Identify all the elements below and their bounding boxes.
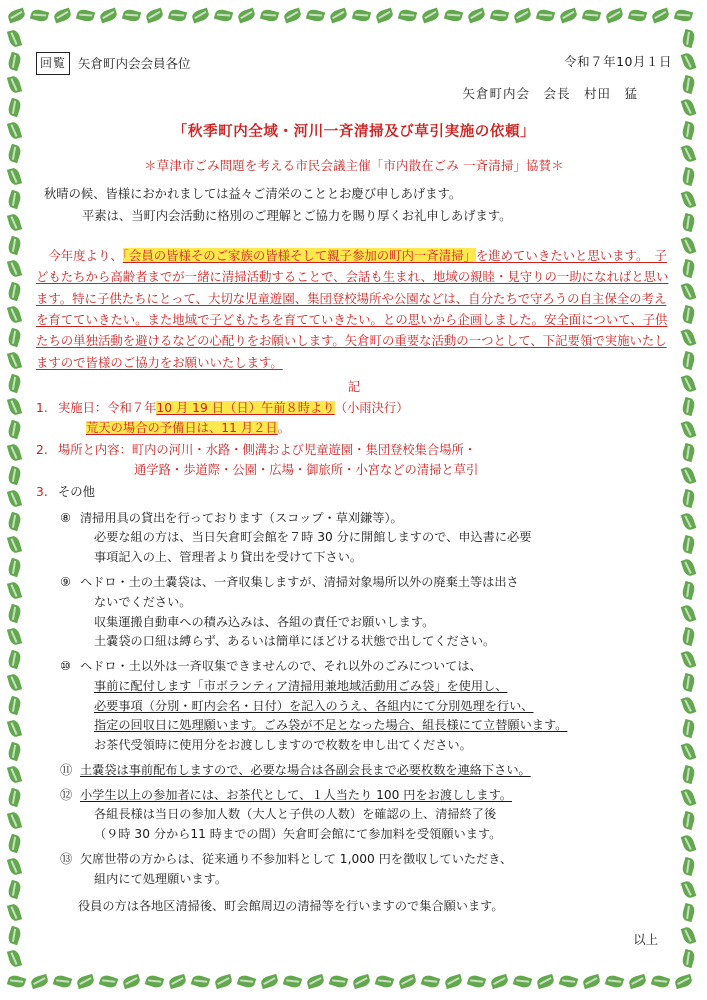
leaf-icon: [7, 949, 22, 968]
item-1-value-highlight: 10 月 19 日（日）午前８時より: [156, 401, 335, 416]
leaf-icon: [605, 974, 625, 990]
leaf-icon: [7, 788, 23, 808]
leaf-icon: [7, 696, 23, 716]
leaf-icon: [7, 328, 23, 348]
list-item-body: [80, 761, 672, 781]
kairan-stamp: 回覧: [36, 52, 70, 75]
leaf-icon: [122, 8, 141, 23]
leaf-icon: [651, 8, 671, 24]
leaf-icon: [681, 627, 696, 646]
list-item-line: ヘドロ・土以外は一斉収集できませんので、それ以外のごみについては、: [80, 659, 482, 674]
leaf-icon: [7, 581, 22, 600]
leaf-icon: [536, 974, 555, 989]
leaf-icon: [7, 121, 22, 140]
list-item-marker: ⑬: [60, 851, 73, 866]
list-item: [60, 761, 672, 781]
list-item-body: [80, 850, 672, 890]
leaf-icon: [283, 8, 303, 24]
leaf-icon: [145, 8, 165, 24]
list-item-line: ヘドロ・土の土嚢袋は、一斉収集しますが、清掃対象場所以外の廃棄土等は出さ: [80, 574, 519, 589]
leaf-icon: [681, 604, 697, 624]
item-body-3: [58, 483, 672, 503]
leaf-icon: [651, 974, 671, 990]
greeting-line-1: 秋晴の候、皆様におかれましては益々ご清栄のこととお慶び申しあげます。: [44, 187, 462, 202]
leaf-icon: [681, 374, 697, 394]
leaf-icon: [582, 8, 601, 23]
leaf-icon: [467, 8, 487, 24]
leaf-icon: [681, 121, 696, 140]
leaf-icon: [7, 190, 23, 210]
ki-marker: 記: [347, 379, 361, 395]
leaf-icon: [681, 558, 697, 578]
list-item-line: 土嚢袋は事前配布しますので、必要な場合は各副会長まで必要枚数を連絡下さい。: [80, 762, 531, 777]
leaf-icon: [7, 52, 23, 72]
item-2-line-1: 町内の河川・水路・側溝および児童遊園・集団登校集合場所・: [131, 442, 477, 457]
leaf-icon: [7, 374, 23, 394]
list-item-line: （９時 30 分から11 時までの間）矢倉町会館にて参加料を受領願います。: [94, 827, 502, 842]
leaf-icon: [214, 974, 233, 989]
list-item: [60, 786, 672, 845]
paragraph-highlight: 「会員の皆様そのご家族の皆様そして親子参加の町内一斉清掃」: [122, 248, 476, 264]
kairan-group: [36, 52, 191, 75]
leaf-icon: [7, 834, 23, 854]
list-item-line: 収集運搬自動車への積み込みは、各組の責任でお願いします。: [94, 614, 435, 629]
leaf-icon: [99, 8, 119, 24]
paragraph-part-c: 子どもたちから高齢者までが一緒に清掃活動することで、会話も生まれ、地域の親睦・見守りの一助になればと思います。特に子供たちにとって、大切な児童遊園、集団登校場所や公園などは、自分たちで守ろうの自主保全の考えを育てていきたい。また地域で子どもたちを育てていきたい。との思いから企画しました。安全面について、子供たちの単独活動を避けるなどの心配りをお願いします。矢倉町の重要な活動の一つとして、下記要領で実施いたしますので皆様のご協力をお願いいたします。: [36, 248, 669, 370]
leaf-icon: [681, 213, 696, 232]
leaf-icon: [681, 489, 696, 508]
leaf-icon: [76, 8, 95, 23]
leaf-icon: [681, 512, 697, 532]
leaf-icon: [352, 974, 371, 989]
leaf-icon: [681, 535, 696, 554]
item-body-2: [58, 441, 672, 481]
leaf-icon: [421, 974, 441, 990]
leaf-icon: [605, 8, 625, 24]
leaf-icon: [681, 834, 697, 854]
leaf-icon: [681, 696, 697, 716]
list-item-line: 事前に配付します「市ボランティア清掃用兼地域活動用ごみ袋」を使用し、: [94, 678, 508, 693]
list-item-line: ないでください。: [94, 594, 192, 609]
list-item: [36, 399, 672, 439]
item-1-sub-post: 。: [277, 421, 291, 436]
leaf-icon: [7, 627, 22, 646]
document-subtitle: ＊草津市ごみ問題を考える市民会議主催「市内散在ごみ 一斉清掃」協賛＊: [144, 158, 564, 174]
leaf-icon: [53, 974, 73, 990]
leaf-icon: [7, 29, 22, 48]
list-item-line: 土嚢袋の口紐は縛らず、あるいは簡単にほどける状態で出してください。: [94, 634, 496, 649]
leaf-icon: [681, 949, 696, 968]
leaf-icon: [681, 765, 696, 784]
leaf-icon: [30, 8, 49, 23]
item-2-line-2: 通学路・歩道際・公園・広場・御旅所・小宮などの清掃と草引: [134, 462, 479, 477]
item-1-label: 実施日：: [58, 401, 108, 416]
leaf-icon: [681, 650, 697, 670]
item-1-value-post: （小雨決行）: [334, 401, 409, 416]
leaf-icon: [681, 420, 697, 440]
leaf-icon: [681, 305, 696, 324]
item-2-label: 場所と内容：: [58, 442, 132, 457]
issue-date: 令和７年10月１日: [564, 54, 672, 69]
leaf-icon: [7, 673, 22, 692]
leaf-icon: [681, 328, 697, 348]
leaf-icon: [7, 903, 22, 922]
leaf-icon: [674, 974, 693, 989]
list-item-body: [80, 786, 672, 845]
leaf-icon: [53, 8, 73, 24]
leaf-icon: [7, 167, 22, 186]
leaf-icon: [237, 8, 257, 24]
leaf-icon: [7, 213, 22, 232]
leaf-icon: [7, 742, 23, 762]
list-item-line: 必要事項（分別・町内会名・日付）を記入のうえ、各組内にて分別処理を行い、: [94, 698, 534, 713]
leaf-icon: [490, 8, 509, 23]
list-item-line: 必要な組の方は、当日矢倉町会館を７時 30 分に開館しますので、申込書に必要: [94, 530, 532, 545]
item-1-sub-highlight: 荒天の場合の予備日は、11 月２日: [86, 421, 278, 436]
leaf-icon: [681, 926, 697, 946]
list-item-body: [80, 573, 672, 652]
list-item-marker: ⑪: [60, 762, 73, 777]
item-3-label: その他: [58, 484, 95, 499]
list-item: [60, 509, 672, 568]
leaf-icon: [122, 974, 141, 989]
leaf-icon: [559, 8, 579, 24]
leaf-icon: [681, 880, 697, 900]
document-title: 「秋季町内全域・河川一斉清掃及び草引実施の依頼」: [172, 123, 536, 140]
list-item: [60, 573, 672, 652]
leaf-icon: [681, 443, 696, 462]
leaf-icon: [7, 236, 23, 256]
leaf-icon: [513, 974, 533, 990]
leaf-icon: [352, 8, 371, 23]
addressee: 矢倉町内会会員各位: [78, 55, 191, 71]
list-item-line: 欠席世帯の方からは、従来通り不参加料として 1,000 円を徴収していただき、: [80, 851, 513, 866]
leaf-icon: [7, 98, 23, 118]
list-item-line: 各組長様は当日の参加人数（大人と子供の人数）を確認の上、清掃終了後: [94, 807, 497, 822]
leaf-icon: [214, 8, 233, 23]
leaf-icon: [99, 974, 119, 990]
leaf-icon: [7, 974, 27, 990]
list-item-body: [80, 657, 672, 756]
leaf-icon: [375, 8, 395, 24]
leaf-icon: [283, 974, 303, 990]
paragraph-part-b: を進めていきたいと思います。: [475, 248, 643, 264]
leaf-icon: [628, 974, 647, 989]
list-item: [36, 441, 672, 481]
leaf-icon: [674, 8, 693, 23]
leaf-icon: [681, 167, 696, 186]
item-number-3: 3.: [36, 484, 48, 499]
leaf-icon: [7, 558, 23, 578]
leaf-icon: [76, 974, 95, 989]
item-number-1: 1.: [36, 401, 48, 416]
leaf-icon: [7, 880, 23, 900]
closing-note: 役員の方は各地区清掃後、町会館周辺の清掃等を行いますので集合願います。: [78, 899, 504, 914]
leaf-icon: [536, 8, 555, 23]
leaf-icon: [681, 52, 697, 72]
list-item-marker: ⑧: [60, 510, 71, 525]
leaf-icon: [7, 351, 22, 370]
leaf-icon: [7, 420, 23, 440]
leaf-icon: [467, 974, 487, 990]
main-red-paragraph: [36, 245, 672, 373]
leaf-icon: [421, 8, 441, 24]
ijou-marker: 以上: [633, 933, 658, 948]
leaf-icon: [260, 974, 279, 989]
leaf-icon: [398, 974, 417, 989]
leaf-icon: [145, 974, 165, 990]
list-item-line: 清掃用具の貸出を行っております（スコップ・草刈鎌等）。: [80, 510, 403, 525]
leaf-icon: [7, 443, 22, 462]
list-item-line: 組内にて処理願います。: [94, 871, 228, 886]
leaf-icon: [681, 282, 697, 302]
leaf-icon: [168, 8, 187, 23]
leaf-icon: [582, 974, 601, 989]
leaf-icon: [7, 512, 23, 532]
list-item-line: 小学生以上の参加者には、お茶代として、１人当たり 100 円をお渡しします。: [80, 787, 512, 802]
item-body-1: [58, 399, 672, 439]
leaf-icon: [30, 974, 49, 989]
leaf-icon: [681, 98, 697, 118]
leaf-icon: [681, 144, 697, 164]
leaf-icon: [7, 535, 22, 554]
leaf-icon: [7, 259, 22, 278]
list-item: [36, 483, 672, 503]
leaf-icon: [681, 788, 697, 808]
leaf-icon: [681, 857, 696, 876]
leaf-icon: [681, 236, 697, 256]
leaf-icon: [681, 190, 697, 210]
items-list: [36, 399, 672, 503]
leaf-icon: [237, 974, 257, 990]
leaf-icon: [7, 282, 23, 302]
list-item-body: [80, 509, 672, 568]
leaf-icon: [7, 811, 22, 830]
leaf-icon: [306, 8, 325, 23]
leaf-icon: [681, 259, 696, 278]
leaf-icon: [7, 857, 22, 876]
item-1-value-pre: 令和７年: [107, 401, 157, 416]
leaf-icon: [7, 8, 27, 24]
list-item-line: 事項記入の上、管理者より貸出を受けて下さい。: [94, 550, 363, 565]
document-content: [36, 52, 672, 952]
leaf-icon: [7, 489, 22, 508]
header-row: [36, 52, 672, 75]
leaf-icon: [191, 974, 211, 990]
leaf-icon: [168, 974, 187, 989]
leaf-icon: [7, 604, 23, 624]
leaf-icon: [681, 673, 696, 692]
leaf-icon: [375, 974, 395, 990]
leaf-icon: [7, 719, 22, 738]
leaf-icon: [681, 903, 696, 922]
leaf-icon: [7, 144, 23, 164]
leaf-icon: [7, 397, 22, 416]
list-item-line: お茶代受領時に使用分をお渡ししますので枚数を申し出てください。: [94, 738, 472, 753]
greeting-line-2: 平素は、当町内会活動に格別のご理解とご協力を賜り厚くお礼申しあげます。: [82, 209, 512, 224]
leaf-icon: [681, 397, 696, 416]
leaf-icon: [329, 974, 349, 990]
leaf-icon: [628, 8, 647, 23]
leaf-icon: [681, 29, 696, 48]
leaf-icon: [329, 8, 349, 24]
leaf-icon: [681, 466, 697, 486]
leaf-icon: [444, 8, 463, 23]
list-item: [60, 657, 672, 756]
leaf-icon: [513, 8, 533, 24]
leaf-icon: [681, 75, 696, 94]
leaf-icon: [681, 742, 697, 762]
paragraph-part-a: 今年度より、: [48, 248, 123, 264]
leaf-icon: [559, 974, 579, 990]
item-1-sub-line: [58, 419, 672, 439]
leaf-icon: [7, 305, 22, 324]
leaf-icon: [444, 974, 463, 989]
organization-line: 矢倉町内会 会長 村田 猛: [462, 86, 638, 102]
leaf-icon: [7, 75, 22, 94]
leaf-icon: [260, 8, 279, 23]
leaf-icon: [681, 351, 696, 370]
list-item: [60, 850, 672, 890]
leaf-icon: [398, 8, 417, 23]
list-item-marker: ⑨: [60, 574, 71, 589]
leaf-icon: [7, 765, 22, 784]
leaf-icon: [490, 974, 509, 989]
leaf-icon: [681, 719, 696, 738]
list-item-marker: ⑫: [60, 787, 73, 802]
list-item-line: 指定の回収日に処理願います。ごみ袋が不足となった場合、組長様にて立替願います。: [94, 718, 568, 733]
leaf-icon: [306, 974, 325, 989]
leaf-icon: [7, 926, 23, 946]
leaf-icon: [681, 811, 696, 830]
other-notes-list: [36, 509, 672, 890]
leaf-icon: [7, 650, 23, 670]
leaf-icon: [7, 466, 23, 486]
leaf-icon: [191, 8, 211, 24]
leaf-icon: [681, 581, 696, 600]
item-number-2: 2.: [36, 442, 48, 457]
list-item-marker: ⑩: [60, 659, 71, 674]
